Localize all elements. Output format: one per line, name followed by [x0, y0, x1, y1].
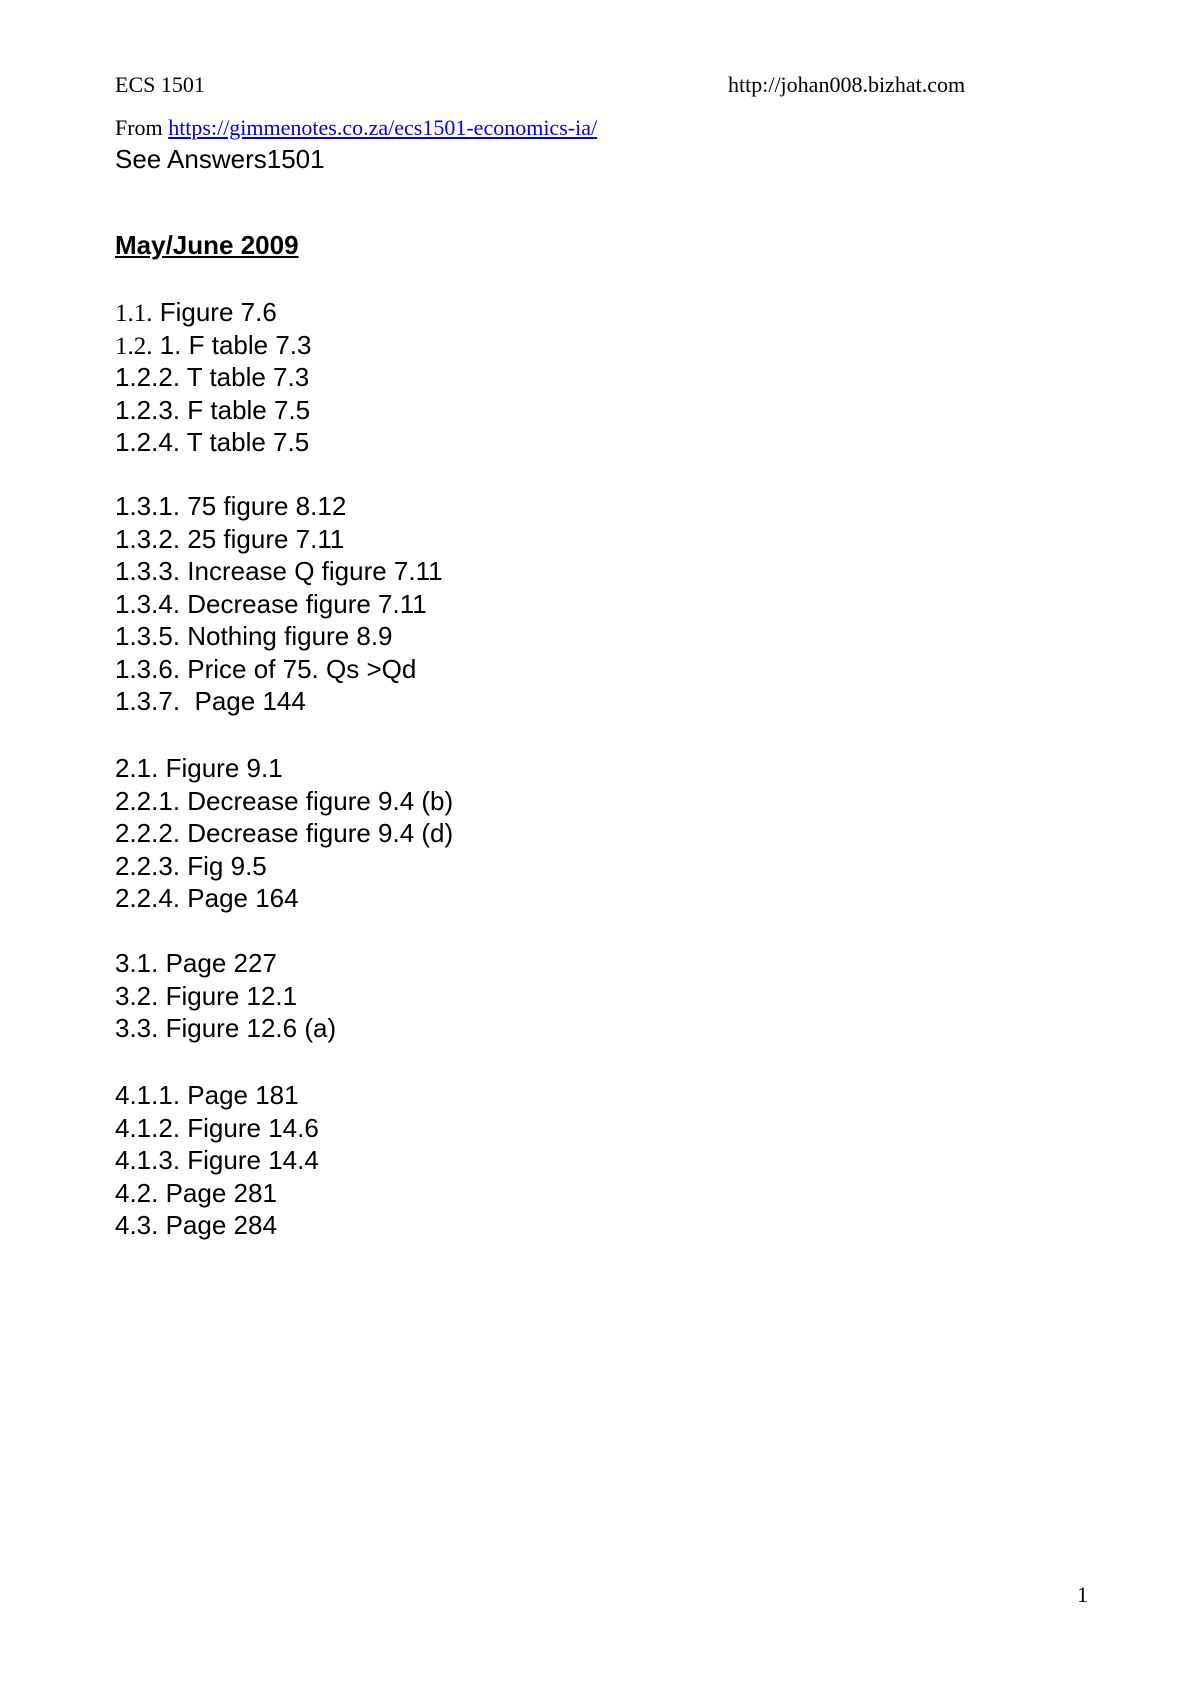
answer-group-5	[115, 1079, 319, 1242]
answer-number: 1.2.	[115, 332, 153, 360]
source-prefix: From	[115, 115, 169, 140]
header-course-code: ECS 1501	[115, 72, 205, 97]
answer-text: 1.3.4. Decrease figure 7.11	[115, 588, 427, 619]
answer-text: 4.1.2. Figure 14.6	[115, 1112, 319, 1143]
answer-item	[115, 817, 453, 850]
answer-item	[115, 329, 311, 362]
page-number: 1	[1077, 1582, 1088, 1607]
answer-item	[115, 1177, 319, 1210]
answer-group-3	[115, 752, 453, 915]
answer-text: 4.1.3. Figure 14.4	[115, 1145, 319, 1175]
answer-text: 1.3.7. Page 144	[115, 686, 306, 716]
header-website: http://johan008.bizhat.com	[728, 72, 966, 97]
answer-text: 4.2. Page 281	[115, 1177, 277, 1208]
answer-item	[115, 555, 443, 588]
answer-text: 1.3.1. 75 figure 8.12	[115, 491, 347, 521]
answer-text: 3.3. Figure 12.6 (a)	[115, 1013, 337, 1043]
answer-text: 2.2.4. Page 164	[115, 883, 299, 913]
answer-text: 1.2.3. F table 7.5	[115, 394, 311, 425]
answer-group-4	[115, 947, 336, 1045]
answer-item	[115, 752, 453, 785]
answer-item	[115, 523, 443, 556]
answer-item	[115, 490, 443, 523]
answer-text: 2.2.2. Decrease figure 9.4 (d)	[115, 818, 454, 848]
answer-item	[115, 394, 311, 427]
section-heading: May/June 2009	[115, 230, 299, 260]
answer-item	[115, 588, 443, 621]
answer-item	[115, 785, 453, 818]
answer-item	[115, 882, 453, 915]
answer-item	[115, 1012, 336, 1045]
see-answers-line: See Answers1501	[115, 144, 325, 174]
answer-text: 1. F table 7.3	[152, 329, 312, 360]
source-link[interactable]: https://gimmenotes.co.za/ecs1501-economics-ia/	[168, 115, 598, 140]
answer-text: 1.2.2. T table 7.3	[115, 362, 310, 392]
answer-item	[115, 620, 443, 653]
answer-text: 1.3.2. 25 figure 7.11	[115, 523, 345, 554]
answer-group-2	[115, 490, 443, 718]
answer-item	[115, 1112, 319, 1145]
answer-text: 3.1. Page 227	[115, 948, 277, 978]
answer-item	[115, 947, 336, 980]
answer-item	[115, 426, 311, 459]
answer-text: 3.2. Figure 12.1	[115, 980, 298, 1011]
answer-text: 1.3.6. Price of 75. Qs >Qd	[115, 653, 417, 684]
answer-text: 2.2.1. Decrease figure 9.4 (b)	[115, 785, 454, 816]
answer-item	[115, 361, 311, 394]
answer-group-1	[115, 296, 311, 459]
source-line	[115, 115, 597, 141]
answer-text: 2.2.3. Fig 9.5	[115, 850, 267, 881]
answer-text: 1.3.3. Increase Q figure 7.11	[115, 556, 443, 586]
answer-text: 4.3. Page 284	[115, 1210, 277, 1240]
answer-item	[115, 685, 443, 718]
answer-item	[115, 1079, 319, 1112]
answer-item	[115, 1144, 319, 1177]
answer-number: 1.1.	[115, 300, 153, 327]
answer-text: 4.1.1. Page 181	[115, 1080, 299, 1110]
answer-text: 2.1. Figure 9.1	[115, 753, 283, 783]
answer-text: 1.2.4. T table 7.5	[115, 427, 310, 457]
answer-item	[115, 296, 311, 329]
answer-text: Figure 7.6	[152, 297, 277, 327]
answer-item	[115, 850, 453, 883]
answer-item	[115, 980, 336, 1013]
answer-item	[115, 653, 443, 686]
answer-item	[115, 1209, 319, 1242]
answer-text: 1.3.5. Nothing figure 8.9	[115, 621, 393, 651]
